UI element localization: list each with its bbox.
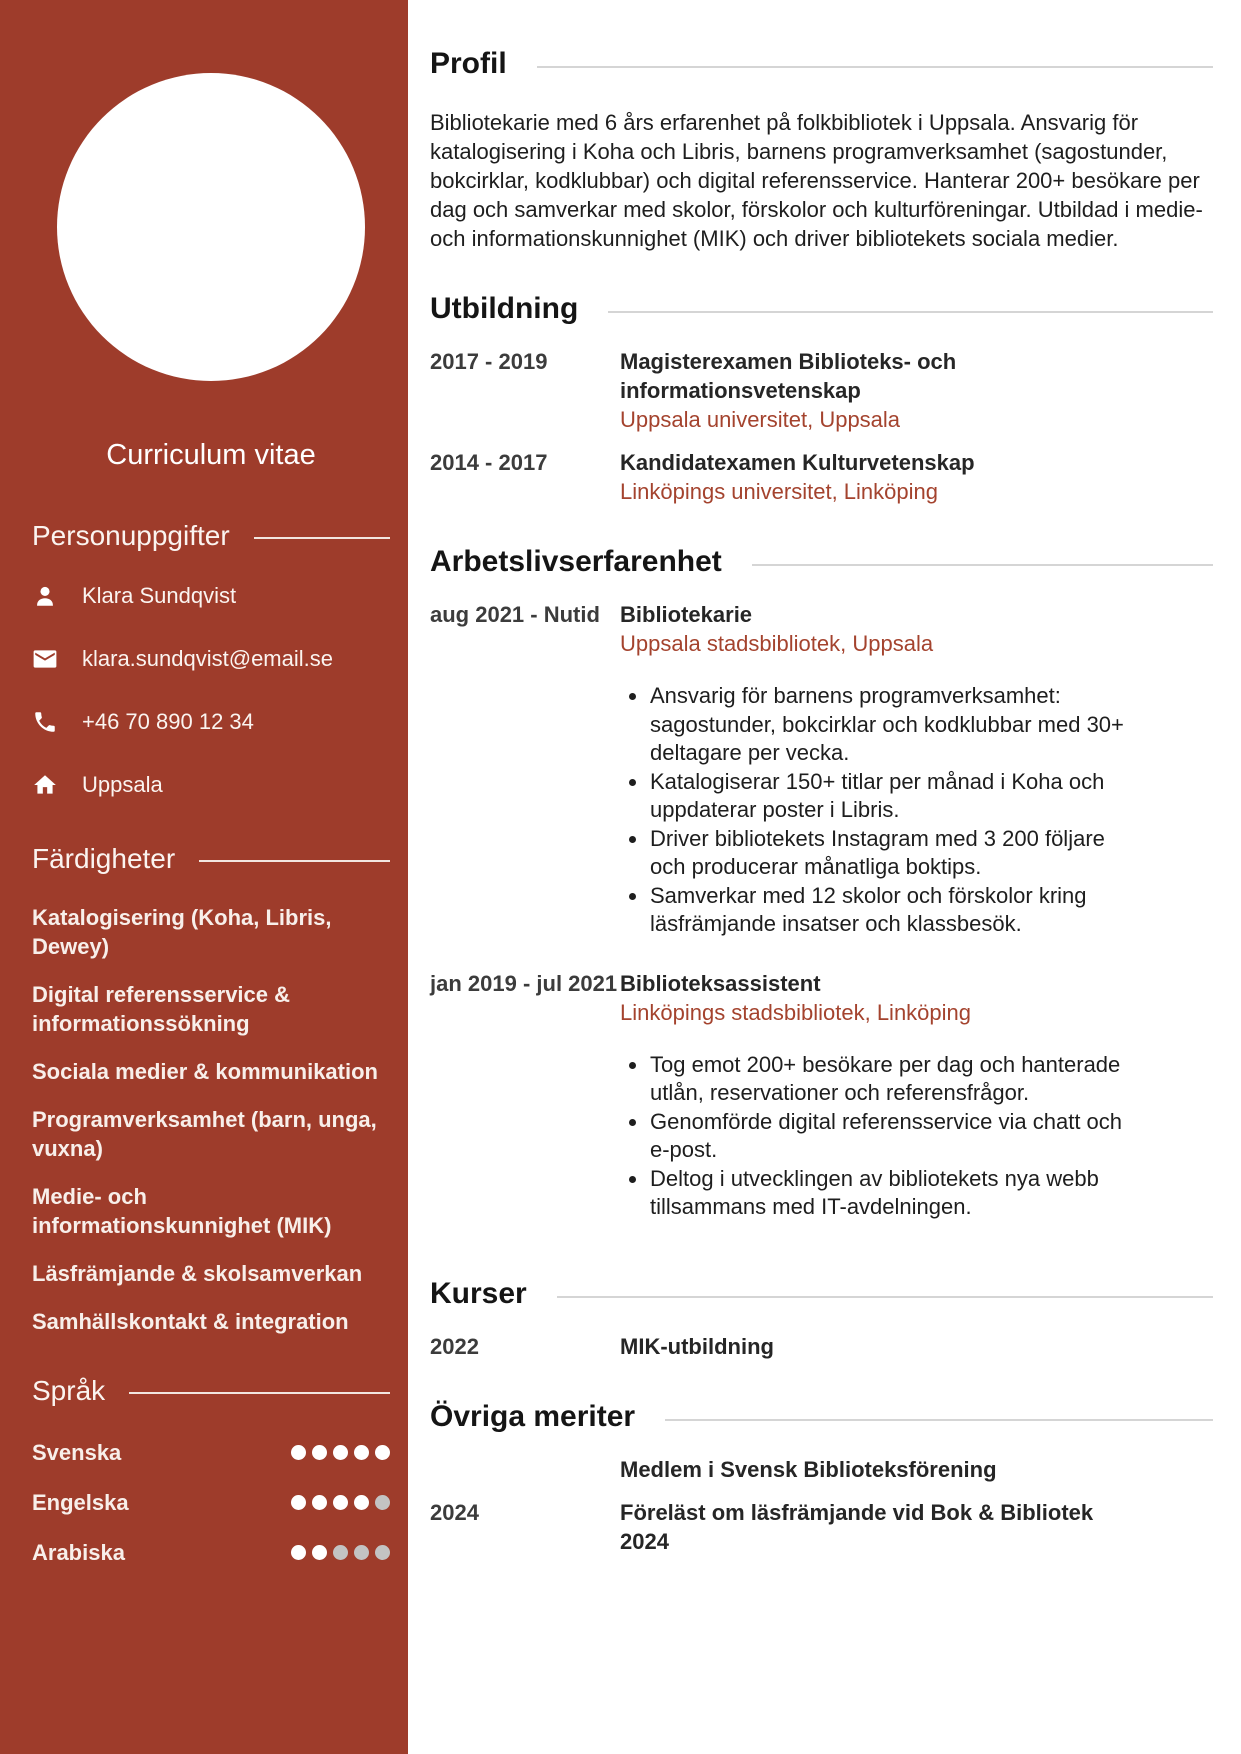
other-merits-section-heading [430,1399,1213,1435]
skill-item: Katalogisering (Koha, Libris, Dewey) [32,905,332,959]
courses-heading-label: Kurser [430,1276,527,1310]
experience-section-heading [430,544,1213,580]
skill-item: Medie- och informationskunnighet (MIK) [32,1184,332,1238]
courses-entries [430,1332,1213,1361]
profile-text: Bibliotekarie med 6 års erfarenhet på folkbibliotek i Uppsala. Ansvarig för katalogisering i Koha och Libris, barnens programverksamhet (sagostunder, bokcirklar, kodklubbar) och digital referensservice. Hanterar 200+ besökare per dag och samverkar med skolor, förskolor och kulturföreningar. Utbildad i medie- och informationskunnighet (MIK) och driver bibliotekets sociala medier. [430,110,1203,251]
entry-period [430,1455,620,1484]
bullet-item: Deltog i utvecklingen av bibliotekets nya webb tillsammans med IT-avdelningen. [620,1165,1132,1222]
level-dot [333,1545,348,1560]
contact-city: Uppsala [82,772,163,797]
profile-heading-label: Profil [430,47,507,80]
education-section [430,291,1213,506]
bullet-item: Ansvarig för barnens programverksamhet: sagostunder, bokcirklar och kodklubbar med 30+ deltagare per vecka. [620,682,1132,768]
heading-rule [254,537,390,539]
other-merits-section [430,1399,1213,1556]
language-row [32,1489,390,1516]
entry-title: Medlem i Svensk Biblioteksförening [620,1456,997,1482]
entry-content [620,1498,1132,1556]
personal-heading-label: Personuppgifter [32,520,230,551]
merit-entry [430,1498,1213,1556]
profile-photo-placeholder [57,73,365,381]
skill-item: Digital referensservice & informationssökning [32,982,291,1036]
entry-title: Bibliotekarie [620,602,753,627]
bullet-item: Samverkar med 12 skolor och förskolor kring läsfrämjande insatser och klassbesök. [620,882,1132,939]
entry-content [620,448,1132,506]
bullet-item: Katalogiserar 150+ titlar per månad i Koha och uppdaterar poster i Libris. [620,768,1132,825]
contact-row-phone [32,708,390,735]
sidebar [0,0,408,1754]
contact-row-name [32,582,390,609]
education-section-heading [430,291,1213,327]
level-dot [291,1495,306,1510]
contact-name: Klara Sundqvist [82,583,237,608]
education-heading-label: Utbildning [430,292,579,325]
entry-title: Magisterexamen Biblioteks- och informationsvetenskap [620,349,957,403]
skills-heading-label: Färdigheter [32,843,176,874]
level-dot [312,1545,327,1560]
contact-row-city [32,771,390,798]
education-entries [430,347,1213,506]
contact-email: klara.sundqvist@email.se [82,646,333,671]
personal-section-heading [32,519,390,553]
entry-period: 2014 - 2017 [430,450,548,475]
entry-content [620,969,1132,1238]
level-dot [375,1495,390,1510]
heading-rule [199,860,390,862]
skills-section-heading [32,842,390,876]
level-dot [291,1545,306,1560]
bullet-item: Genomförde digital referensservice via chatt och e-post. [620,1108,1132,1165]
heading-rule [129,1392,390,1394]
entry-institution: Linköpings universitet, Linköping [620,479,938,504]
entry-title: MIK-utbildning [620,1333,774,1359]
entry-institution: Uppsala universitet, Uppsala [620,407,901,432]
skill-item: Läsfrämjande & skolsamverkan [32,1261,363,1286]
entry-title: Föreläst om läsfrämjande vid Bok & Bibliotek 2024 [620,1499,1094,1554]
experience-section [430,544,1213,1238]
other-merits-heading-label: Övriga meriter [430,1399,636,1433]
heading-rule [665,1419,1213,1421]
language-name: Engelska [32,1490,129,1515]
course-entry [430,1332,1213,1361]
courses-section [430,1276,1213,1361]
language-list [32,1439,390,1566]
mail-icon [32,646,58,672]
contact-phone: +46 70 890 12 34 [82,709,254,734]
entry-period: 2024 [430,1499,479,1525]
entry-period: aug 2021 - Nutid [430,602,600,627]
language-name: Svenska [32,1440,122,1465]
other-merits-entries [430,1455,1213,1556]
skill-item: Programverksamhet (barn, unga, vuxna) [32,1107,377,1161]
skill-item: Sociala medier & kommunikation [32,1059,378,1084]
experience-bullet-list [620,682,1132,939]
entry-period: jan 2019 - jul 2021 [430,970,618,996]
experience-entries [430,600,1213,1238]
entry-content [620,1332,1132,1361]
entry-title: Biblioteksassistent [620,970,821,996]
phone-icon [32,709,58,735]
language-level-dots [291,1495,390,1510]
main-content [408,0,1241,1754]
education-entry [430,347,1213,434]
level-dot [354,1445,369,1460]
heading-rule [557,1296,1213,1298]
languages-heading-label: Språk [32,1375,106,1406]
education-entry [430,448,1213,506]
experience-entry [430,600,1213,955]
entry-content [620,347,1132,434]
entry-period: 2017 - 2019 [430,349,548,374]
merit-entry [430,1455,1213,1484]
heading-rule [537,66,1213,68]
skills-list [32,903,390,1336]
bullet-item: Tog emot 200+ besökare per dag och hanterade utlån, reservationer och referensfrågor. [620,1051,1132,1108]
skill-item: Samhällskontakt & integration [32,1309,349,1334]
heading-rule [608,311,1213,313]
heading-rule [752,564,1213,566]
experience-bullet-list [620,1051,1132,1222]
language-row [32,1439,390,1466]
entry-period: 2022 [430,1333,479,1359]
language-name: Arabiska [32,1540,125,1565]
contact-row-email [32,645,390,672]
experience-heading-label: Arbetslivserfarenhet [430,545,722,578]
level-dot [354,1545,369,1560]
languages-section-heading [32,1374,390,1408]
level-dot [291,1445,306,1460]
language-level-dots [291,1545,390,1560]
level-dot [375,1545,390,1560]
home-icon [32,772,58,798]
level-dot [333,1495,348,1510]
language-row [32,1539,390,1566]
entry-title: Kandidatexamen Kulturvetenskap [620,450,975,475]
courses-section-heading [430,1276,1213,1312]
language-level-dots [291,1445,390,1460]
experience-entry [430,969,1213,1238]
level-dot [375,1445,390,1460]
bullet-item: Driver bibliotekets Instagram med 3 200 följare och producerar månatliga boktips. [620,825,1132,882]
level-dot [354,1495,369,1510]
person-icon [32,583,58,609]
entry-content [620,1455,1132,1484]
level-dot [312,1495,327,1510]
level-dot [333,1445,348,1460]
entry-institution: Uppsala stadsbibliotek, Uppsala [620,631,934,656]
entry-institution: Linköpings stadsbibliotek, Linköping [620,999,972,1025]
profile-section-heading [430,46,1213,82]
level-dot [312,1445,327,1460]
contact-list [32,582,390,798]
entry-content [620,600,1132,955]
cv-title: Curriculum vitae [106,439,316,471]
